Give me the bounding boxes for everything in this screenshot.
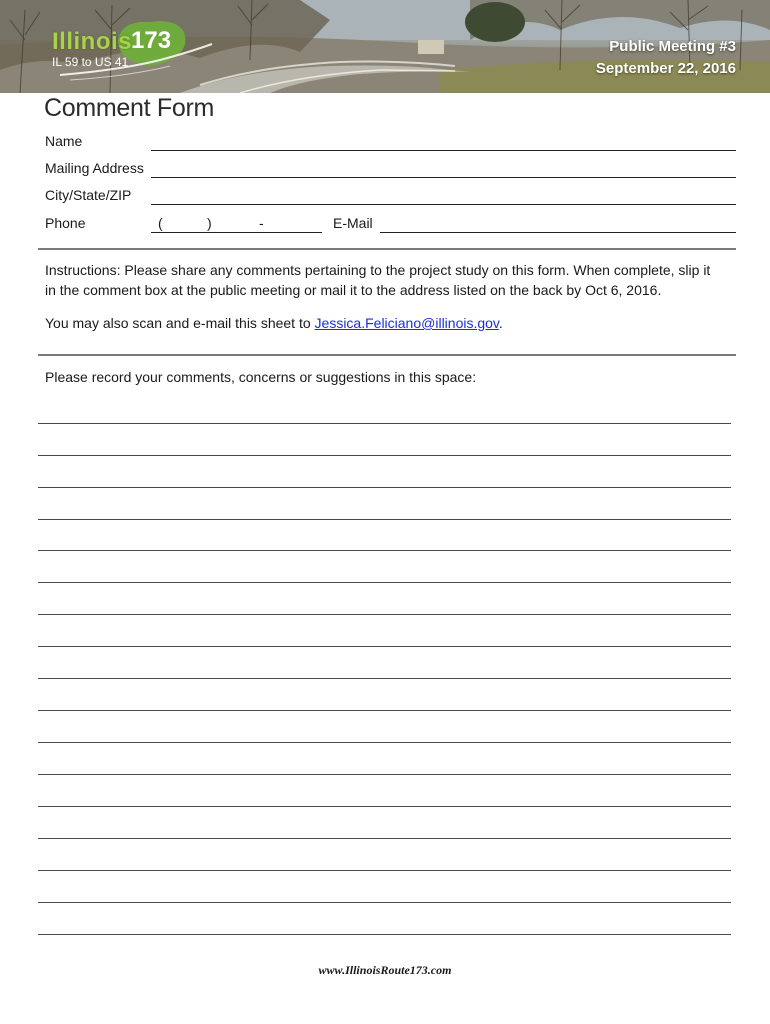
phone-open-paren: ( — [158, 215, 163, 231]
comment-line[interactable] — [38, 742, 731, 743]
comment-line[interactable] — [38, 550, 731, 551]
comment-line[interactable] — [38, 455, 731, 456]
email-link[interactable]: Jessica.Feliciano@illinois.gov — [314, 315, 499, 331]
meeting-date: September 22, 2016 — [595, 60, 736, 77]
section-divider — [38, 354, 736, 356]
comment-line[interactable] — [38, 710, 731, 711]
comment-line[interactable] — [38, 934, 731, 935]
phone-dash: - — [259, 215, 264, 231]
logo-route-number: 173 — [131, 27, 172, 54]
comment-line[interactable] — [38, 838, 731, 839]
mailing-address-label: Mailing Address — [45, 160, 144, 176]
comment-line[interactable] — [38, 646, 731, 647]
header-banner — [0, 0, 770, 93]
scan-suffix: . — [498, 315, 503, 331]
comment-line[interactable] — [38, 582, 731, 583]
comment-line[interactable] — [38, 870, 731, 871]
comment-line[interactable] — [38, 806, 731, 807]
comment-line[interactable] — [38, 678, 731, 679]
comments-prompt: Please record your comments, concerns or suggestions in this space: — [45, 369, 477, 385]
instructions-line-2: in the comment box at the public meeting or mail it to the address listed on the back by Oct 6, 2016. — [45, 282, 662, 298]
form-title: Comment Form — [44, 94, 215, 122]
comment-line[interactable] — [38, 423, 731, 424]
logo-subtitle: IL 59 to US 41 — [52, 55, 129, 69]
email-field[interactable] — [380, 232, 736, 233]
logo-wordmark: Illinois — [52, 28, 133, 55]
meeting-title: Public Meeting #3 — [609, 38, 736, 55]
comment-line[interactable] — [38, 487, 731, 488]
phone-field[interactable] — [151, 232, 322, 233]
instructions-text — [45, 260, 735, 300]
meeting-info — [596, 36, 736, 80]
scan-prefix: You may also scan and e-mail this sheet to — [45, 315, 315, 331]
section-divider — [38, 248, 736, 250]
footer-url: www.IllinoisRoute173.com — [318, 963, 452, 977]
comment-line[interactable] — [38, 902, 731, 903]
scan-email-text — [45, 313, 735, 333]
phone-close-paren: ) — [207, 215, 212, 231]
name-field[interactable] — [151, 150, 736, 151]
name-label: Name — [45, 133, 83, 149]
phone-label: Phone — [45, 215, 86, 231]
email-label: E-Mail — [333, 215, 373, 231]
instructions-line-1: Instructions: Please share any comments pertaining to the project study on this form. When complete, slip it — [45, 262, 711, 278]
comment-line[interactable] — [38, 614, 731, 615]
comment-line[interactable] — [38, 774, 731, 775]
comment-line[interactable] — [38, 519, 731, 520]
city-state-zip-field[interactable] — [151, 204, 736, 205]
city-state-zip-label: City/State/ZIP — [45, 187, 132, 203]
mailing-address-field[interactable] — [151, 177, 736, 178]
